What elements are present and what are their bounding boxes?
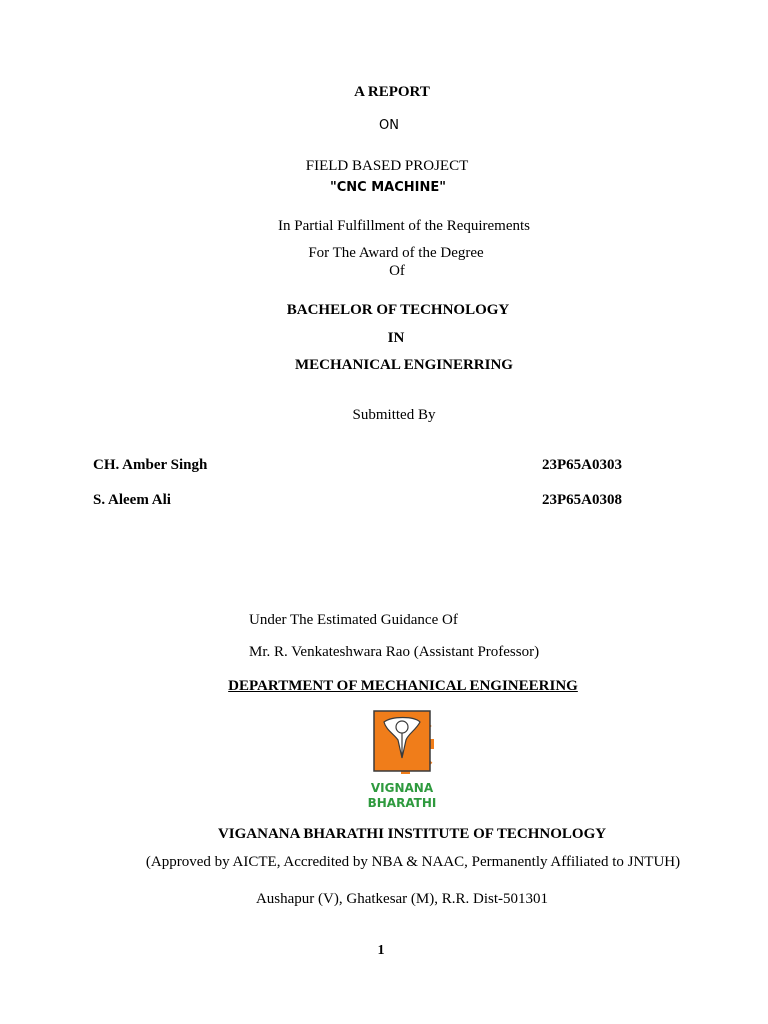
degree-in: IN [387,330,405,346]
student-roll: 23P65A0308 [542,492,622,508]
guidance-label: Under The Estimated Guidance Of [249,612,458,628]
logo-wordmark-2: BHARATHI [367,796,437,810]
project-type: FIELD BASED PROJECT [305,158,469,174]
guide-name: Mr. R. Venkateshwara Rao (Assistant Professor) [249,644,540,660]
on-label: ON [379,118,399,133]
fulfillment-line-1: In Partial Fulfillment of the Requirements [277,218,531,234]
submitted-by-label: Submitted By [352,407,436,423]
degree-title: BACHELOR OF TECHNOLOGY [286,302,510,318]
branch-title: MECHANICAL ENGINERRING [295,357,513,373]
student-name: CH. Amber Singh [93,457,208,473]
student-name: S. Aleem Ali [93,492,171,508]
project-title: "CNC MACHINE" [329,180,447,195]
logo-wordmark-1: VIGNANA [370,781,434,795]
vignana-bharathi-logo-icon [362,708,442,814]
institute-accreditation: (Approved by AICTE, Accredited by NBA & NAAC, Permanently Affiliated to JNTUH) [145,854,681,870]
student-roll: 23P65A0303 [542,457,622,473]
institute-logo [362,708,442,814]
fulfillment-line-3: Of [389,263,405,279]
institute-name: VIGANANA BHARATHI INSTITUTE OF TECHNOLOGY [217,826,607,842]
fulfillment-line-2: For The Award of the Degree [308,245,484,261]
institute-address: Aushapur (V), Ghatkesar (M), R.R. Dist-501301 [255,891,549,907]
page-number: 1 [377,943,385,958]
report-heading: A REPORT [354,84,430,100]
department-title: DEPARTMENT OF MECHANICAL ENGINEERING [228,678,578,694]
